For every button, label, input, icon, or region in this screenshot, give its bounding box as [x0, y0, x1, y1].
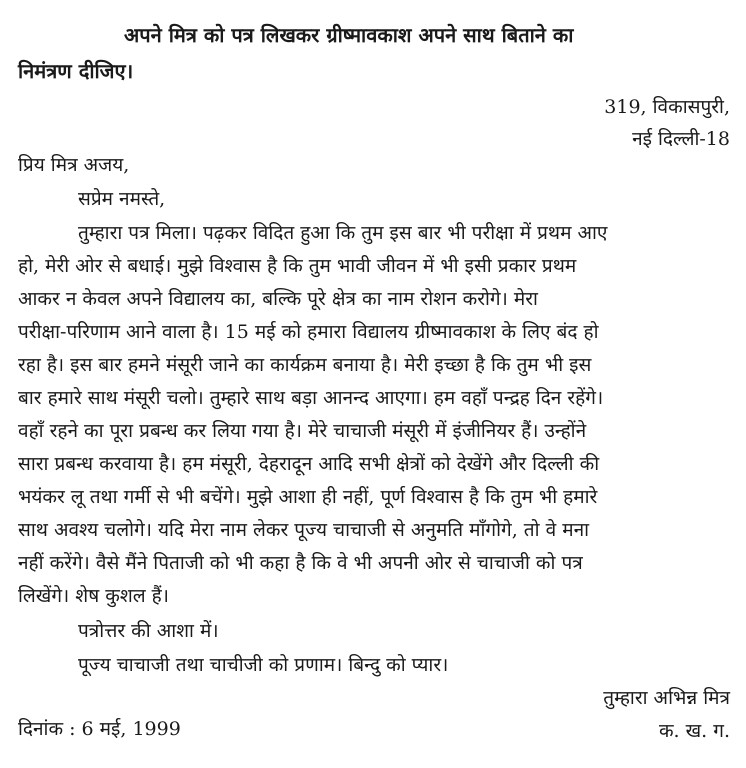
body-line: रहा है। इस बार हमने मंसूरी जाने का कार्यक्रम बनाया है। मेरी इच्छा है कि तुम भी इस [18, 354, 592, 376]
signature: क. ख. ग. [658, 720, 730, 742]
greeting: सप्रेम नमस्ते, [78, 188, 166, 210]
body-line: सारा प्रबन्ध करवाया है। हम मंसूरी, देहरादून आदि सभी क्षेत्रों को देखेंगे और दिल्ली की [18, 453, 600, 475]
body-line: बार हमारे साथ मंसूरी चलो। तुम्हारे साथ बड़ा आनन्द आएगा। हम वहाँ पन्द्रह दिन रहेंगे। [18, 387, 604, 409]
question-line-2: निमंत्रण दीजिए। [18, 59, 134, 83]
awaiting-reply: पत्रोत्तर की आशा में। [78, 620, 219, 642]
body-line: साथ अवश्य चलोगे। यदि मेरा नाम लेकर पूज्य चाचाजी से अनुमति माँगोगे, तो वे मना [18, 519, 590, 541]
regards-line: पूज्य चाचाजी तथा चाचीजी को प्रणाम। बिन्दु को प्यार। [78, 654, 449, 676]
question-line-1: अपने मित्र को पत्र लिखकर ग्रीष्मावकाश अपने साथ बिताने का [124, 23, 574, 47]
address-line-2: नई दिल्ली-18 [632, 128, 730, 150]
body-line: आकर न केवल अपने विद्यालय का, बल्कि पूरे क्षेत्र का नाम रोशन करोगे। मेरा [18, 288, 538, 310]
body-line: हो, मेरी ओर से बधाई। मुझे विश्वास है कि तुम भावी जीवन में भी इसी प्रकार प्रथम [18, 255, 577, 277]
closing: तुम्हारा अभिन्न मित्र [603, 687, 730, 709]
salutation: प्रिय मित्र अजय, [18, 154, 130, 176]
body-line: नहीं करेंगे। वैसे मैंने पिताजी को भी कहा है कि वे भी अपनी ओर से चाचाजी को पत्र [18, 552, 583, 574]
address-line-1: 319, विकासपुरी, [604, 96, 730, 118]
body-line: तुम्हारा पत्र मिला। पढ़कर विदित हुआ कि तुम इस बार भी परीक्षा में प्रथम आए [78, 222, 608, 244]
body-line: वहाँ रहने का पूरा प्रबन्ध कर लिया गया है। मेरे चाचाजी मंसूरी में इंजीनियर हैं। उन्होंने [18, 420, 587, 442]
date: दिनांक : 6 मई, 1999 [18, 718, 181, 740]
body-line: लिखेंगे। शेष कुशल हैं। [18, 585, 169, 607]
body-line: भयंकर लू तथा गर्मी से भी बचेंगे। मुझे आशा ही नहीं, पूर्ण विश्वास है कि तुम भी हमारे [18, 486, 598, 508]
body-line: परीक्षा-परिणाम आने वाला है। 15 मई को हमारा विद्यालय ग्रीष्मावकाश के लिए बंद हो [18, 321, 599, 343]
